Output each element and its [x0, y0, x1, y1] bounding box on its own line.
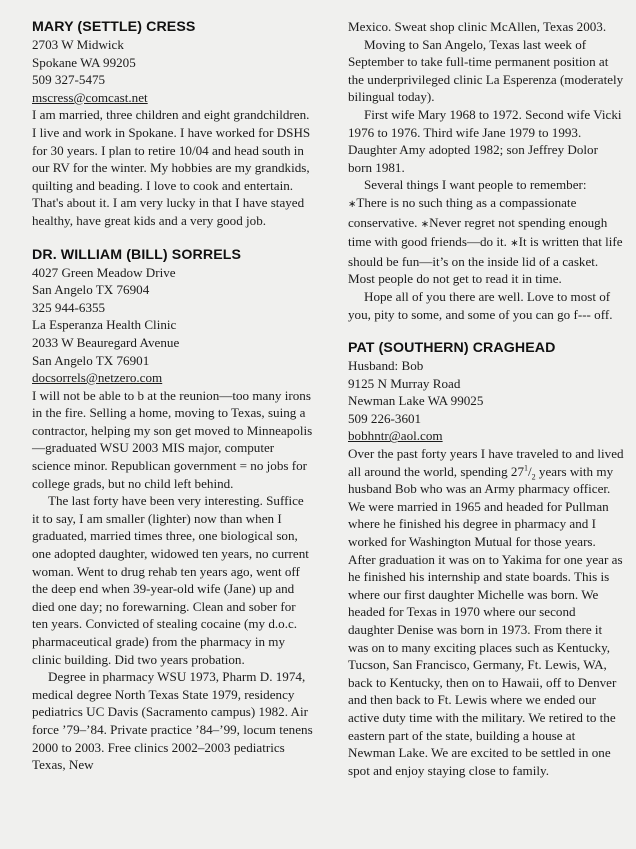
bio-paragraph: Hope all of you there are well. Love to most of you, pity to some, and some of you can go f--- off. — [348, 288, 613, 322]
address-line: La Esperanza Health Clinic — [32, 317, 177, 333]
email-link[interactable]: docsorrels@netzero.com — [32, 370, 163, 386]
remember-list — [348, 176, 624, 288]
asterisk-bullet-icon: ∗ — [348, 198, 357, 210]
fraction-numerator: 1 — [524, 463, 529, 473]
address-line: Newman Lake WA 99025 — [348, 393, 484, 409]
address-line: Spokane WA 99205 — [32, 54, 136, 70]
right-column — [348, 18, 624, 795]
list-item: Never regret not spending enough time with good friends—do it. — [348, 214, 608, 250]
bio-paragraph: I will not be able to b at the reunion—too many irons in the fire. Selling a home, moving to Texas, suing a contractor, helping my son get moved to Minneapolis—graduated WSU 2003 MIS major, computer science minor. Republican government = no jobs for college grads, but no child left behind. — [32, 387, 313, 491]
entry-sorrels-continued — [348, 18, 624, 323]
bio-paragraph: First wife Mary 1968 to 1972. Second wife Vicki 1976 to 1976. Third wife Jane 1979 to 1993. Daughter Amy adopted 1982; son Jeffrey Dolor born 1981. — [348, 106, 622, 175]
entry-name: DR. WILLIAM (BILL) SORRELS — [32, 246, 242, 263]
entry-name: MARY (SETTLE) CRESS — [32, 19, 196, 35]
bio-paragraph: Degree in pharmacy WSU 1973, Pharm D. 1974, medical degree North Texas State 1979, residency pediatrics UC Davis (Sacramento campus) 1982. Air force ’79–’84. Private practice ’84–’99, locum tenens 2000 to 2003. Free clinics 2002–2003 pediatrics Texas, New — [32, 669, 313, 773]
address-line: San Angelo TX 76901 — [32, 352, 150, 368]
entry-name: PAT (SOUTHERN) CRAGHEAD — [348, 340, 556, 357]
bio-paragraph: The last forty have been very interesting. Suffice it to say, I am smaller (lighter) now than when I graduated, married times three, one biological son, one adopted daughter, widowed ten years, no current woman. Went to drug rehab ten years ago, went off the deep end when 39-year-old wife (Jane) up and died one day; no forewarning. Clean and sober for ten years. Convicted of stealing cocaine (my d.o.c. pharmaceutical grade) from the pharmacy in my clinic building. Did two years probation. — [32, 493, 309, 667]
list-item: It is written that life should be fun—it’s on the inside lid of a casket. Most people do not get to read it in time. — [348, 234, 623, 287]
address-line: 4027 Green Meadow Drive — [32, 264, 176, 280]
list-item: There is no such thing as a compassionate conservative. — [348, 194, 577, 230]
email-link[interactable]: mscress@comcast.net — [32, 89, 148, 105]
bio-paragraph: I am married, three children and eight grandchildren. I live and work in Spokane. I have worked for DSHS for 30 years. I plan to retire 10/04 and head south in our RV for the winter. My hobbies are my grandkids, quilting and beading. I love to cook and entertain. That's about it. I am very lucky in that I have stayed healthy, have great kids and a very good job. — [32, 107, 311, 228]
entry-mary-cress — [32, 18, 314, 230]
phone-number: 325 944-6355 — [32, 299, 106, 315]
bio-paragraph: Mexico. Sweat shop clinic McAllen, Texas 2003. — [348, 19, 607, 34]
left-column — [32, 18, 314, 790]
entry-william-sorrels — [32, 246, 314, 774]
bio-text: years with my husband Bob who was an Army pharmacy officer. We were married in 1965 and headed for Pullman where he finished his degree in pharmacy and I worked for Washington Mutual for those years. After graduation it was on to Yakima for one year as he finished his internship and state boards. This is where our first daughter Michelle was born. We headed for Texas in 1970 where our second daughter Denise was born in 1973. From there it was on to many exciting places such as Kentucky, Tucson, San Francisco, Germany, Ft. Lewis, WA, back to Kentucky, then on to Hawaii, off to Denver and then back to Ft. Lewis where we ended our active duty time with the military. We retired to the eastern part of the state, building a house at Newman Lake. We are excited to be settled in one spot and enjoy staying close to family. — [348, 463, 623, 778]
address-line: 2033 W Beauregard Avenue — [32, 334, 180, 350]
list-intro: Several things I want people to remember: — [364, 177, 587, 193]
spouse-line: Husband: Bob — [348, 358, 424, 374]
entry-pat-craghead — [348, 339, 624, 779]
phone-number: 509 327-5475 — [32, 72, 106, 88]
bio-paragraph: Moving to San Angelo, Texas last week of September to take full-time permanent position at the underprivileged clinic La Esperenza (moderately bilingual today). — [348, 36, 624, 105]
asterisk-bullet-icon: ∗ — [420, 218, 430, 230]
email-link[interactable]: bobhntr@aol.com — [348, 428, 443, 444]
phone-number: 509 226-3601 — [348, 410, 422, 426]
asterisk-bullet-icon: ∗ — [510, 238, 519, 250]
bio-text: Over the past forty years I have traveled to and lived all around the world, spending 27 — [348, 446, 624, 479]
address-line: 9125 N Murray Road — [348, 375, 461, 391]
address-line: 2703 W Midwick — [32, 37, 124, 52]
bio-paragraph: Over the past forty years I have traveled to and lived all around the world, spending $27^1/_2$ years with my husband Bob who was an Army pharmacy officer. We were married in 1965 and headed for Pullman where he finished his degree in pharmacy and I worked for Washington Mutual for those years. After graduation it was on to Yakima for one year as he finished his internship and state boards. This is where our first daughter Michelle was born. We headed for Texas in 1970 where our second daughter Denise was born in 1973. From there it was on to many exciting places such as Kentucky, Tucson, San Francisco, Germany, Ft. Lewis, WA, back to Kentucky, then on to Hawaii, off to Denver and then back to Ft. Lewis where we ended our active duty time with the military. We retired to the eastern part of the state, building a house at Newman Lake. We are excited to be settled in one spot and enjoy staying close to family. — [348, 446, 624, 778]
address-line: San Angelo TX 76904 — [32, 282, 150, 298]
fraction-denominator: 2 — [531, 472, 536, 482]
